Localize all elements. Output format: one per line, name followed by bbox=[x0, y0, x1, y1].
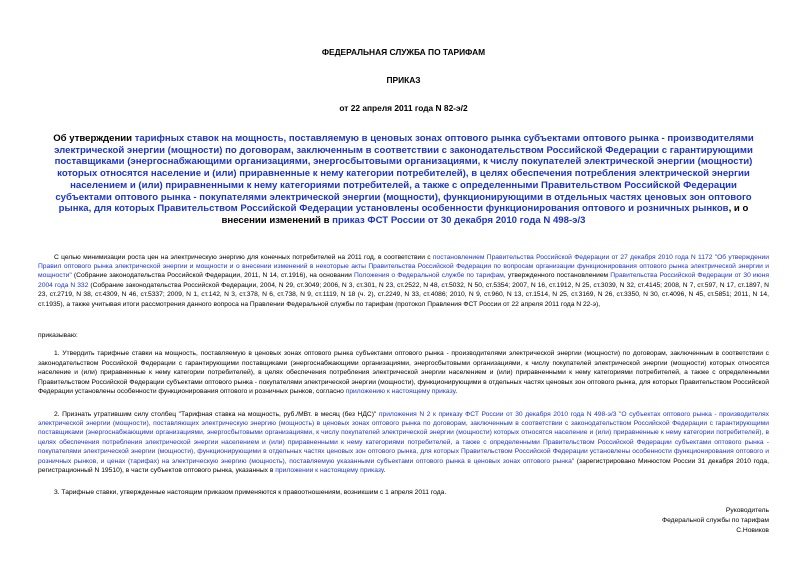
link-fst-regulation[interactable]: Положения о Федеральной службе по тарифам bbox=[354, 272, 504, 280]
document-date-number: от 22 апреля 2011 года N 82-э/2 bbox=[339, 103, 468, 113]
link-appendix-2-order-498[interactable]: приложения N 2 к приказу ФСТ России от 30 декабря 2010 года N 498-э/3 "О субъектах оптового рынка - производителях электрической энергии (мощности), поставляющих электрическую энергию (мощность) в ценовых зонах оптового рынка по договорам, заключенным в соответствии с законодательством Российской Федерации с гарантирующими поставщиками (энергоснабжающими организациями, энергосбытовыми организациями, к числу покупателей электрической энергии (мощности) которых относятся население и (или) приравненные к нему категории потребителей), в целях обеспечения потребления электрической энергии населением и (или) приравненными к нему категориями потребителей, а также с определенными Правительством Российской Федерации субъектами оптового рынка - покупателями электрической энергии (мощности), функционирующими в отдельных частях ценовых зон оптового рынка, для которых Правительством Российской Федерации установлены особенности функционирования оптового и розничных рынков, и ценах (тарифах) на электрическую энергию (мощность), поставляемую указанными субъектами оптового рынка в ценовых зонах оптового рынка" bbox=[38, 410, 770, 465]
title-middle: , и о внесении изменений в bbox=[221, 203, 749, 226]
title-prefix: Об утверждении bbox=[53, 133, 135, 144]
title-link-order-498[interactable]: приказ ФСТ России от 30 декабря 2010 года N 498-э/3 bbox=[332, 214, 586, 226]
link-resolution-1172[interactable]: постановлением Правительства Российской Федерации от 27 декабря 2010 года N 1172 "Об утверждении Правил оптового рынка электрической энергии и мощности и о внесении изменений в некоторые акты Правительства Российской Федерации по вопросам организации функционирования оптового рынка электрической энергии и мощности" bbox=[38, 253, 769, 280]
item-2-text-2: (зарегистрировано Минюстом России 31 декабря 2010 года, регистрационный N 19510), в части субъектов оптового рынка, указанных в bbox=[38, 457, 769, 474]
document-type: ПРИКАЗ bbox=[386, 75, 421, 85]
item-1-end: . bbox=[455, 388, 458, 396]
item-2-text-1: 2. Признать утратившим силу столбец "Тарифная ставка на мощность, руб./МВт. в месяц (без НДС)" bbox=[54, 410, 379, 418]
preamble-text-4: (Собрание законодательства Российской Федерации, 2004, N 29, ст.3049; 2006, N 3, ст.301, N 23, ст.2522, N 48, ст.5032, N 50, ст.5354; 2007, N 16, ст.1912, N 25, ст.3039, N 32, ст.4145; 2008, N 7, ст.597, N 17, ст.1897, N 23, ст.2719, N 38, ст.4309, N 46, ст.5337; 2009, N 1, ст.142, N 3, ст.378, N 6, ст.738, N 9, ст.1119, N 18 (ч. 2), ст.2249, N 33, ст.4086; 2010, N 9, ст.960, N 13, ст.1514, N 25, ст.3169, N 26, ст.3350, N 30, ст.4096, N 45, ст.5851; 2011, N 14, ст.1935), а также учитывая итоги рассмотрения данного вопроса на Правлении Федеральной службы по тарифам (протокол Правления ФСТ России от 22 апреля 2011 года N 22-э), bbox=[38, 281, 769, 308]
order-item-1 bbox=[38, 349, 769, 396]
signature-block bbox=[662, 506, 769, 537]
order-word: приказываю: bbox=[38, 332, 78, 340]
signature-agency: Федеральной службы по тарифам bbox=[662, 517, 769, 525]
signature-position: Руководитель bbox=[725, 507, 769, 514]
preamble-text-2: (Собрание законодательства Российской Федерации, 2011, N 14, ст.1916), на основании bbox=[71, 272, 354, 280]
order-item-3: 3. Тарифные ставки, утвержденные настоящим приказом применяются к правоотношениям, возникшим с 1 апреля 2011 года. bbox=[54, 489, 447, 497]
item-2-end: . bbox=[383, 466, 386, 474]
title-link-tariff-rates[interactable]: тарифных ставок на мощность, поставляемую в ценовых зонах оптового рынка субъектами оптового рынка - производителями электрической энергии (мощности) по договорам, заключенным в соответствии с законодательством Российской Федерации с гарантирующими поставщиками (энергоснабжающими организациями, энергосбытовыми организациями, к числу покупателей электрической энергии (мощности) которых относятся население и (или) приравненные к нему категории потребителей), в целях обеспечения потребления электрической энергии населением и (или) приравненными к нему категориями потребителей, а также с определенными Правительством Российской Федерации субъектами оптового рынка - покупателями электрической энергии (мощности), функционирующими в отдельных частях ценовых зон оптового рынка, для которых Правительством Российской Федерации установлены особенности функционирования оптового и розничных рынков bbox=[54, 133, 754, 215]
order-item-2 bbox=[38, 410, 769, 476]
link-appendix-item-2[interactable]: приложении к настоящему приказу bbox=[275, 466, 384, 474]
signature-name: С.Новиков bbox=[736, 527, 769, 535]
link-appendix-item-1[interactable]: приложению к настоящему приказу bbox=[345, 388, 456, 396]
preamble-paragraph bbox=[38, 253, 769, 309]
document-title bbox=[38, 133, 769, 227]
link-resolution-332[interactable]: Правительства Российской Федерации от 30 июня 2004 года N 332 bbox=[38, 272, 769, 289]
preamble-text-3: , утвержденного постановлением bbox=[503, 272, 611, 280]
preamble-text-1: С целью минимизации роста цен на электрическую энергию для конечных потребителей на 2011 год, в соответствии с bbox=[54, 253, 433, 261]
item-1-text: 1. Утвердить тарифные ставки на мощность, поставляемую в ценовых зонах оптового рынка субъектами оптового рынка - производителями электрической энергии (мощности) по договорам, заключенным в соответствии с законодательством Российской Федерации с гарантирующими поставщиками (энергоснабжающими организациями, энергосбытовыми организациями, к числу покупателей электрической энергии (мощности) которых относятся население и (или) приравненные к нему категории потребителей), в целях обеспечения потребления электрической энергии населением и (или) приравненными к нему категориями потребителей, а также с определенными Правительством Российской Федерации субъектами оптового рынка - покупателями электрической энергии (мощности), функционирующими в отдельных частях ценовых зон оптового рынка, для которых Правительством Российской Федерации установлены особенности функционирования оптового и розничных рынков, согласно bbox=[38, 350, 769, 396]
agency-name: ФЕДЕРАЛЬНАЯ СЛУЖБА ПО ТАРИФАМ bbox=[321, 47, 486, 57]
